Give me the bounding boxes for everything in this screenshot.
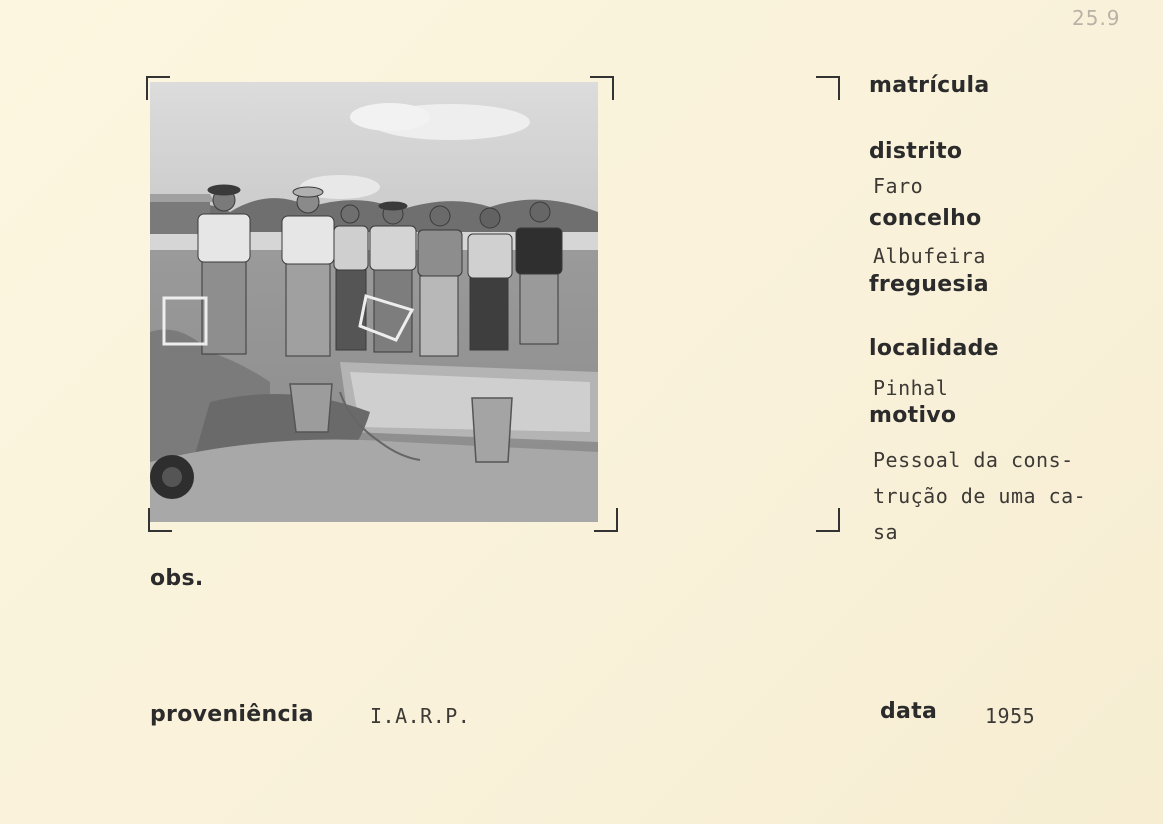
data-value: 1955 (985, 704, 1036, 728)
motivo-value-line-2: trução de uma ca- (873, 484, 1087, 508)
data-label: data (880, 699, 938, 724)
motivo-value-line-1: Pessoal da cons- (873, 448, 1074, 472)
localidade-value: Pinhal (873, 376, 949, 400)
obs-label: obs. (150, 566, 204, 591)
proveniencia-label: proveniência (150, 702, 314, 727)
construction-crew-photo (150, 82, 598, 522)
matricula-label: matrícula (869, 73, 990, 98)
distrito-value: Faro (873, 174, 924, 198)
photograph (150, 82, 598, 522)
field-corner-bottom (816, 508, 840, 532)
pencil-note: 25.9 (1072, 6, 1121, 30)
proveniencia-value: I.A.R.P. (370, 704, 471, 728)
freguesia-label: freguesia (869, 272, 989, 297)
field-corner-top (816, 76, 840, 100)
motivo-value-line-3: sa (873, 520, 899, 544)
concelho-label: concelho (869, 206, 982, 231)
localidade-label: localidade (869, 336, 999, 361)
distrito-label: distrito (869, 139, 963, 164)
motivo-label: motivo (869, 403, 957, 428)
concelho-value: Albufeira (873, 244, 986, 268)
